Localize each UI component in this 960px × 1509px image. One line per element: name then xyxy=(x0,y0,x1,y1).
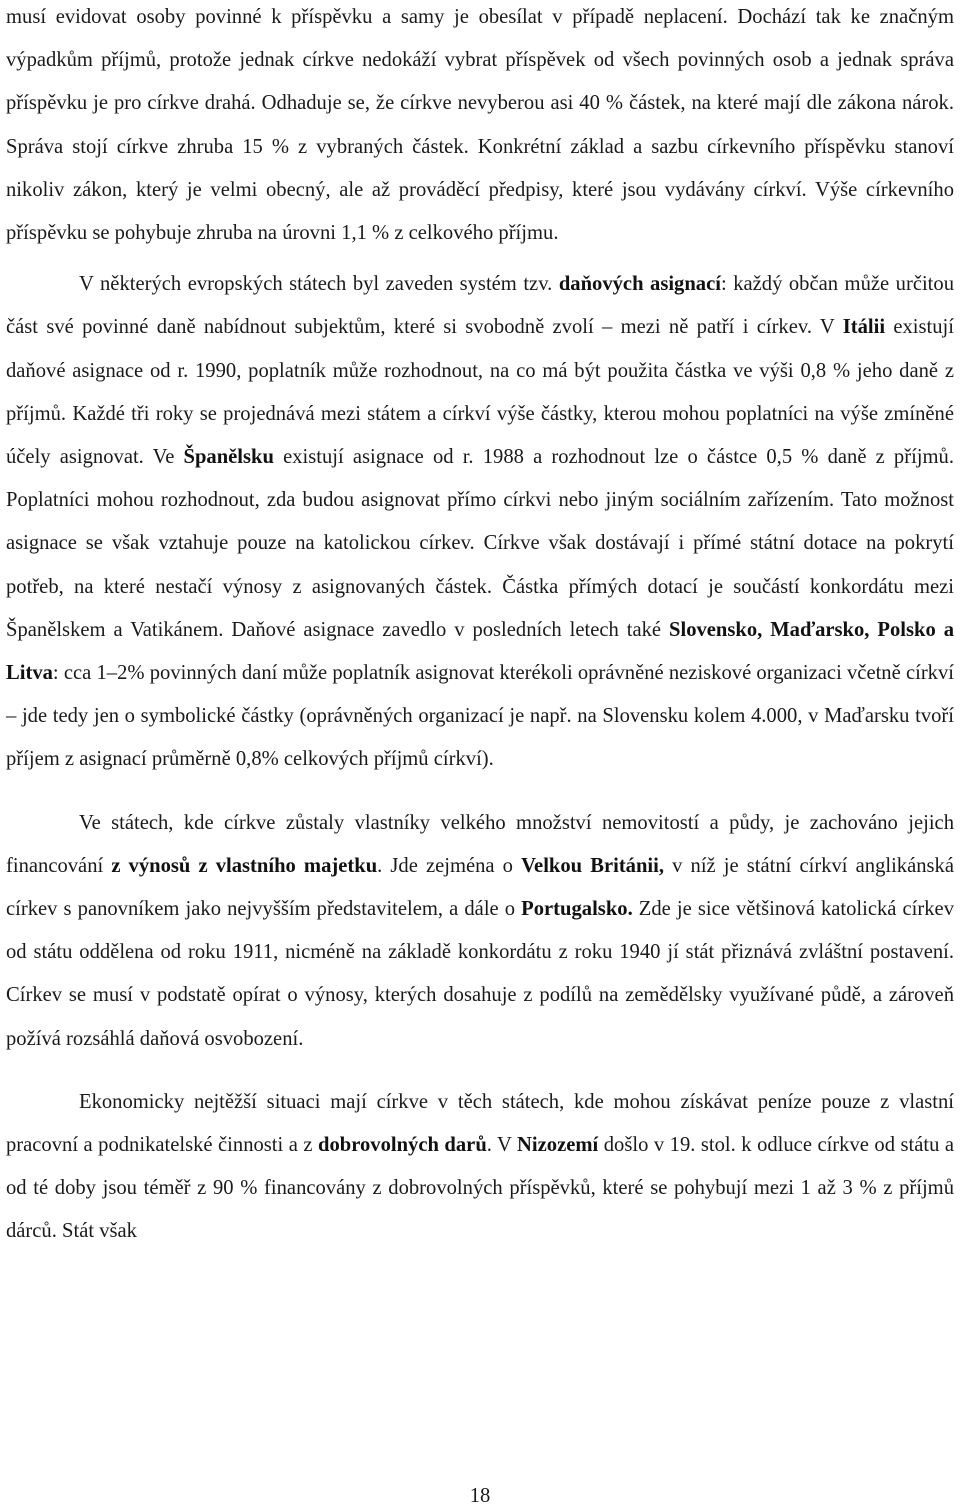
paragraph-church-contributions xyxy=(6,0,954,255)
bold-term: Slovensko, Maďarsko, Polsko a Litva xyxy=(6,618,955,685)
page-number: 18 xyxy=(469,1485,491,1507)
bold-term: Itálii xyxy=(842,316,886,339)
text-run: V některých evropských státech byl zaveden systém tzv. xyxy=(79,273,559,296)
text-run: . Jde zejména o xyxy=(377,854,522,877)
text-run: Ekonomicky nejtěžší situaci mají církve v těch státech, kde mohou získávat peníze pouze z vlastní pracovní a podnikatelské činnosti a z xyxy=(6,1090,954,1157)
paragraph-voluntary-donations xyxy=(6,1081,954,1254)
paragraph-property-income xyxy=(6,802,954,1061)
text-run: Zde je sice většinová katolická církev od státu oddělena od roku 1911, nicméně na základě konkordátu z roku 1940 jí stát přiznává zvláštní postavení. Církev se musí v podstatě opírat o výnosy, kterých dosahuje z podílů na zemědělsky využívané půdě, a zároveň požívá rozsáhlá daňová osvobození. xyxy=(6,898,954,1050)
bold-term: Nizozemí xyxy=(517,1134,599,1157)
text-run: existují asignace od r. 1988 a rozhodnout lze o částce 0,5 % daně z příjmů. Poplatníci mohou rozhodnout, zda budou asignovat přímo církvi nebo jiným sociálním zařízením. Tato možnost asignace se však vztahuje pouze na katolickou církev. Církve však dostávají i přímé státní dotace na pokrytí potřeb, na které nestačí výnosy z asignovaných částek. Částka přímých dotací je součástí konkordátu mezi Španělskem a Vatikánem. Daňové asignace zavedlo v posledních letech také xyxy=(6,446,954,641)
text-run: . V xyxy=(486,1134,518,1157)
bold-term: daňových asignací xyxy=(558,273,721,296)
text-run: Ve státech, kde církve zůstaly vlastníky velkého množství nemovitostí a půdy, je zachováno jejich financování xyxy=(6,811,954,877)
text-run: existují daňové asignace od r. 1990, poplatník může rozhodnout, na co má být použita částka ve výši 0,8 % jeho daně z příjmů. Každé tři roky se projednává mezi státem a církví výše částky, kterou mohou poplatníci na výše zmíněné účely asignovat. Ve xyxy=(6,316,954,469)
bold-term: dobrovolných darů xyxy=(318,1134,487,1157)
text-run: : cca 1–2% povinných daní může poplatník asignovat kterékoli oprávněné neziskové organizaci včetně církví – jde tedy jen o symbolické částky (oprávněných organizací je např. na Slovensku kolem 4.000, v Maďarsku tvoří příjem z asignací průměrně 0,8% celkových příjmů církví). xyxy=(6,662,954,771)
bold-term: Velkou Británii, xyxy=(521,854,665,877)
document-page xyxy=(6,0,954,1254)
paragraph-tax-assignations xyxy=(6,263,954,781)
text-run: musí evidovat osoby povinné k příspěvku a samy je obesílat v případě neplacení. Dochází tak ke značným výpadkům příjmů, protože jednak církve nedokáží vybrat příspěvek od všech povinných osob a jednak správa příspěvku je pro církve drahá. Odhaduje se, že církve nevyberou asi 40 % částek, na které mají dle zákona nárok. Správa stojí církve zhruba 15 % z vybraných částek. Konkrétní základ a sazbu církevního příspěvku stanoví nikoliv zákon, který je velmi obecný, ale až prováděcí předpisy, které jsou vydávány církví. Výše církevního příspěvku se pohybuje zhruba na úrovni 1,1 % z celkového příjmu. xyxy=(6,6,954,245)
bold-term: Portugalsko. xyxy=(521,898,633,921)
text-run: došlo v 19. stol. k odluce církve od státu a od té doby jsou téměř z 90 % financovány z dobrovolných příspěvků, které se pohybují mezi 1 až 3 % z příjmů dárců. Stát však xyxy=(6,1134,955,1243)
text-run: v níž je státní církví anglikánská církev s panovníkem jako nejvyšším představitelem, a dále o xyxy=(6,854,954,921)
bold-term: Španělsku xyxy=(183,446,274,469)
bold-term: z výnosů z vlastního majetku xyxy=(111,854,378,877)
text-run: : každý občan může určitou část své povinné daně nabídnout subjektům, které si svobodně zvolí – mezi ně patří i církev. V xyxy=(6,273,954,339)
